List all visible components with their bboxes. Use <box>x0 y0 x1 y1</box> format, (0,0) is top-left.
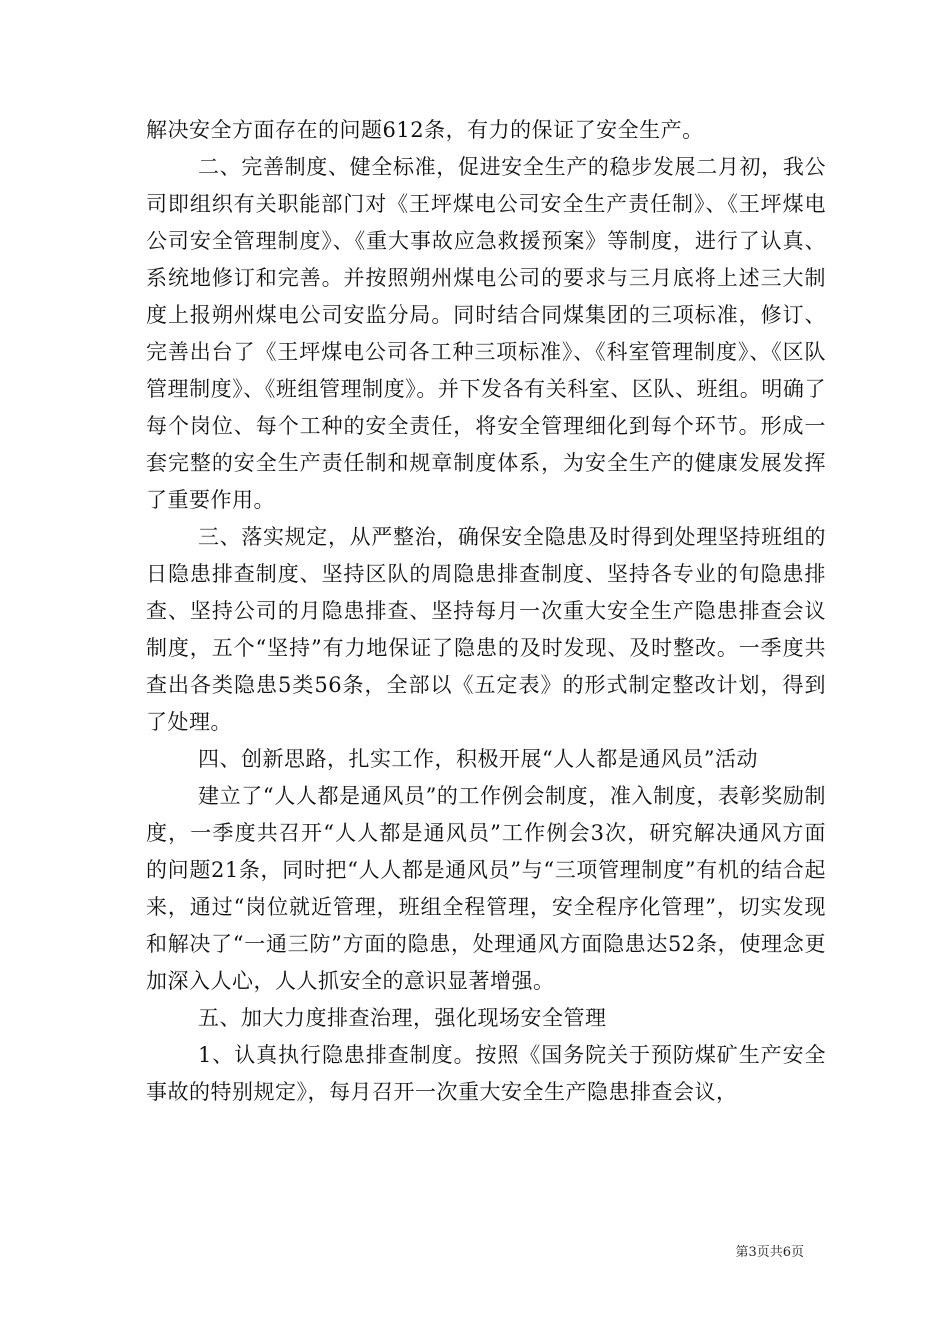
paragraph-3: 三、落实规定，从严整治，确保安全隐患及时得到处理坚持班组的日隐患排查制度、坚持区队的周隐患排查制度、坚持各专业的旬隐患排查、坚持公司的月隐患排查、坚持每月一次重大安全生产隐患排查会议制度，五个“坚持”有力地保证了隐患的及时发现、及时整改。一季度共查出各类隐患5类56条，全部以《五定表》的形式制定整改计划，得到了处理。 <box>146 525 826 734</box>
document-body <box>146 112 826 1111</box>
paragraph-4-heading: 四、创新思路，扎实工作，积极开展“人人都是通风员”活动 <box>198 747 758 771</box>
paragraph-6-heading: 五、加大力度排查治理，强化现场安全管理 <box>198 1006 607 1030</box>
paragraph-1: 解决安全方面存在的问题612条，有力的保证了安全生产。 <box>146 118 704 142</box>
paragraph-5: 建立了“人人都是通风员”的工作例会制度，准入制度，表彰奖励制度，一季度共召开“人人都是通风员”工作例会3次，研究解决通风方面的问题21条，同时把“人人都是通风员”与“三项管理制度”有机的结合起来，通过“岗位就近管理，班组全程管理，安全程序化管理”，切实发现和解决了“一通三防”方面的隐患，处理通风方面隐患达52条，使理念更加深入人心，人人抓安全的意识显著增强。 <box>146 784 826 993</box>
paragraph-2: 二、完善制度、健全标准，促进安全生产的稳步发展二月初，我公司即组织有关职能部门对《王坪煤电公司安全生产责任制》、《王坪煤电公司安全管理制度》、《重大事故应急救援预案》等制度，进行了认真、系统地修订和完善。并按照朔州煤电公司的要求与三月底将上述三大制度上报朔州煤电公司安监分局。同时结合同煤集团的三项标准，修订、完善出台了《王坪煤电公司各工种三项标准》、《科室管理制度》、《区队管理制度》、《班组管理制度》。并下发各有关科室、区队、班组。明确了每个岗位、每个工种的安全责任，将安全管理细化到每个环节。形成一套完整的安全生产责任制和规章制度体系，为安全生产的健康发展发挥了重要作用。 <box>146 155 826 512</box>
page-number: 第3页共6页 <box>735 1245 804 1260</box>
paragraph-7: 1、认真执行隐患排查制度。按照《国务院关于预防煤矿生产安全事故的特别规定》，每月召开一次重大安全生产隐患排查会议， <box>146 1043 826 1104</box>
